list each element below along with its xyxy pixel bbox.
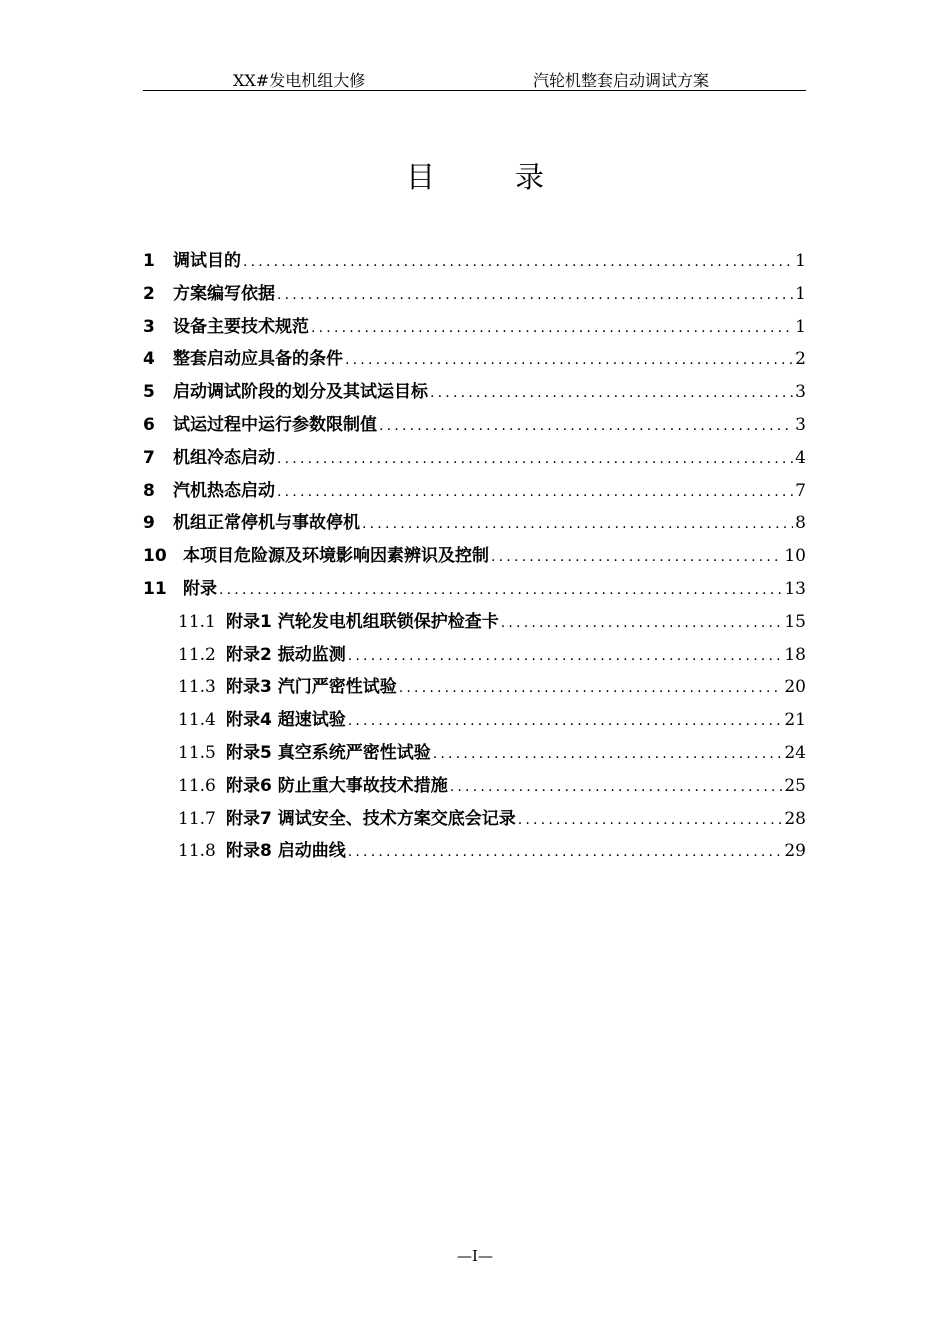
toc-entry-page: 1: [795, 316, 806, 337]
toc-entry-10[interactable]: [143, 541, 806, 574]
toc-entry-page: 1: [795, 251, 806, 271]
toc-entry-page: 10: [784, 546, 806, 567]
toc-entry-number: 11.1: [178, 611, 216, 632]
toc-entry-number: 2: [143, 283, 155, 304]
toc-dot-leader: [243, 254, 793, 270]
toc-entry-11-1[interactable]: [143, 607, 806, 640]
toc-dot-leader: [348, 713, 783, 729]
toc-entry-11-5[interactable]: [143, 738, 806, 771]
toc-entry-page: 18: [784, 644, 806, 665]
toc-entry-page: 3: [795, 414, 806, 435]
toc-entry-number: 6: [143, 414, 155, 435]
toc-entry-page: 1: [795, 283, 806, 304]
toc-dot-leader: [379, 418, 793, 434]
toc-entry-number: 11: [143, 578, 167, 599]
toc-entry-11-2[interactable]: [143, 640, 806, 673]
toc-entry-label: 附录5 真空系统严密性试验: [226, 742, 431, 763]
toc-entry-number: 1: [143, 251, 155, 271]
toc-entry-number: 4: [143, 349, 155, 370]
toc-entry-label: 汽机热态启动: [173, 480, 275, 501]
toc-dot-leader: [433, 746, 783, 762]
toc-entry-11-4[interactable]: [143, 705, 806, 738]
toc-entry-label: 附录: [183, 578, 217, 599]
toc-entry-11-6[interactable]: [143, 771, 806, 804]
toc-entry-8[interactable]: [143, 476, 806, 509]
toc-entry-label: 整套启动应具备的条件: [173, 349, 343, 370]
toc-entry-number: 11.5: [178, 742, 216, 763]
toc-entry-page: 24: [784, 742, 806, 763]
toc-entry-number: 11.6: [178, 775, 216, 796]
toc-entry-number: 11.3: [178, 677, 216, 698]
toc-dot-leader: [219, 582, 782, 598]
toc-entry-11[interactable]: [143, 574, 806, 607]
toc-entry-page: 3: [795, 382, 806, 403]
toc-entry-7[interactable]: [143, 443, 806, 476]
header-project-title: XX#发电机组大修: [233, 71, 366, 90]
toc-entry-1[interactable]: [143, 246, 806, 279]
toc-entry-label: 附录2 振动监测: [226, 644, 346, 665]
toc-entry-label: 本项目危险源及环境影响因素辨识及控制: [183, 546, 489, 567]
toc-dot-leader: [277, 484, 793, 500]
toc-entry-page: 28: [784, 808, 806, 829]
page-number: —I—: [457, 1247, 493, 1265]
toc-dot-leader: [277, 287, 793, 303]
toc-entry-number: 8: [143, 480, 155, 501]
toc-dot-leader: [399, 680, 783, 696]
toc-entry-label: 附录4 超速试验: [226, 710, 346, 731]
toc-dot-leader: [345, 352, 793, 368]
toc-entry-number: 11.2: [178, 644, 216, 665]
toc-title: 目录: [405, 160, 624, 194]
toc-entry-number: 11.8: [178, 841, 216, 862]
toc-dot-leader: [348, 844, 783, 860]
toc-dot-leader: [277, 451, 793, 467]
toc-entry-label: 机组冷态启动: [173, 447, 275, 468]
toc-entry-page: 8: [795, 513, 806, 534]
toc-entry-3[interactable]: [143, 312, 806, 345]
toc-entry-label: 附录8 启动曲线: [226, 841, 346, 862]
toc-dot-leader: [348, 648, 783, 664]
toc-entry-11-7[interactable]: [143, 804, 806, 837]
toc-entry-label: 附录7 调试安全、技术方案交底会记录: [226, 808, 516, 829]
toc-entry-page: 4: [795, 447, 806, 468]
toc-entry-4[interactable]: [143, 344, 806, 377]
toc-dot-leader: [430, 385, 793, 401]
toc-entry-label: 方案编写依据: [173, 283, 275, 304]
toc-entry-page: 7: [795, 480, 806, 501]
toc-entry-label: 机组正常停机与事故停机: [173, 513, 360, 534]
toc-dot-leader: [450, 779, 783, 795]
toc-dot-leader: [311, 320, 793, 336]
toc-entry-page: 21: [784, 710, 806, 731]
toc-entry-number: 5: [143, 382, 155, 403]
toc-dot-leader: [491, 549, 782, 565]
toc-entry-number: 11.7: [178, 808, 216, 829]
toc-dot-leader: [362, 516, 793, 532]
toc-entry-page: 29: [784, 841, 806, 862]
toc-dot-leader: [501, 615, 783, 631]
toc-entry-page: 20: [784, 677, 806, 698]
toc-entry-label: 启动调试阶段的划分及其试运目标: [173, 382, 428, 403]
toc-entry-number: 3: [143, 316, 155, 337]
toc-entry-page: 25: [784, 775, 806, 796]
toc-entry-number: 10: [143, 546, 167, 567]
toc-entry-label: 调试目的: [173, 251, 241, 271]
toc-entry-11-8[interactable]: [143, 836, 806, 869]
header-document-title: 汽轮机整套启动调试方案: [533, 71, 710, 90]
toc-entry-9[interactable]: [143, 508, 806, 541]
toc-dot-leader: [518, 812, 783, 828]
toc-entry-label: 附录1 汽轮发电机组联锁保护检查卡: [226, 611, 499, 632]
toc-entry-page: 13: [784, 578, 806, 599]
toc-entry-page: 2: [795, 349, 806, 370]
toc-entry-label: 设备主要技术规范: [173, 316, 309, 337]
toc-entry-page: 15: [784, 611, 806, 632]
toc-entry-label: 试运过程中运行参数限制值: [173, 414, 377, 435]
toc-entry-5[interactable]: [143, 377, 806, 410]
table-of-contents: [143, 246, 806, 869]
toc-entry-number: 7: [143, 447, 155, 468]
page-header: [143, 66, 806, 91]
toc-entry-label: 附录3 汽门严密性试验: [226, 677, 397, 698]
toc-entry-11-3[interactable]: [143, 672, 806, 705]
toc-entry-6[interactable]: [143, 410, 806, 443]
toc-entry-number: 9: [143, 513, 155, 534]
toc-entry-number: 11.4: [178, 710, 216, 731]
toc-entry-2[interactable]: [143, 279, 806, 312]
toc-entry-label: 附录6 防止重大事故技术措施: [226, 775, 448, 796]
